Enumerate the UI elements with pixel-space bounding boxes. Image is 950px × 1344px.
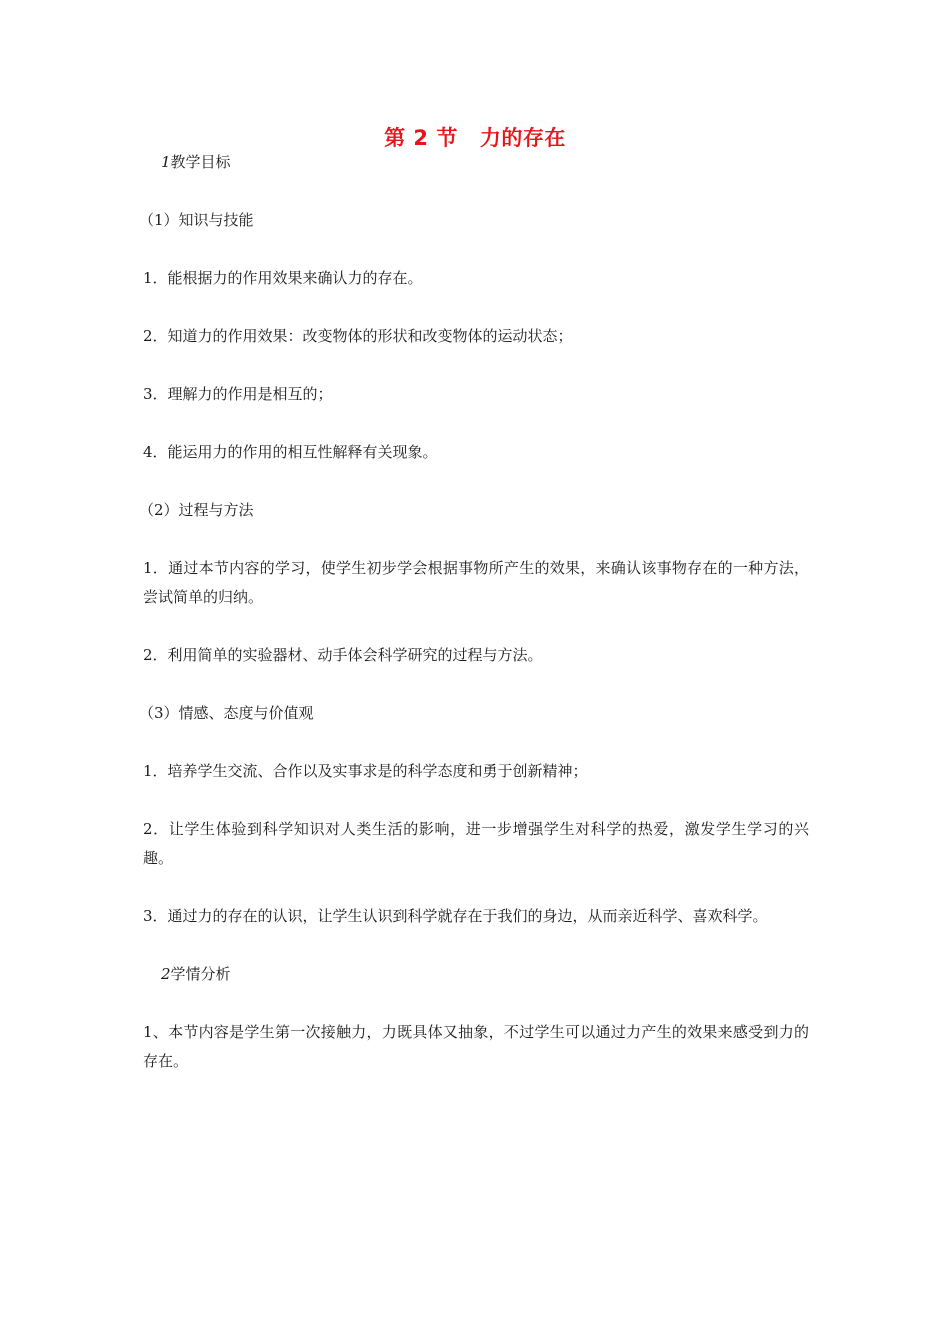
list-item: 3．理解力的作用是相互的；	[143, 385, 333, 403]
list-item: 4．能运用力的作用的相互性解释有关现象。	[143, 443, 438, 461]
section-number: 1	[161, 153, 171, 171]
section-heading-objectives	[161, 148, 809, 177]
document-body	[139, 148, 809, 1105]
subsection-emotion-values: （3）情感、态度与价值观	[139, 704, 314, 722]
list-item: 1、本节内容是学生第一次接触力，力既具体又抽象，不过学生可以通过力产生的效果来感受到力的存在。	[143, 1023, 809, 1070]
section-heading-analysis	[161, 960, 809, 989]
list-item: 1．培养学生交流、合作以及实事求是的科学态度和勇于创新精神；	[143, 762, 588, 780]
list-item: 2．知道力的作用效果：改变物体的形状和改变物体的运动状态；	[143, 327, 573, 345]
list-item: 3．通过力的存在的认识，让学生认识到科学就存在于我们的身边，从而亲近科学、喜欢科学。	[143, 907, 768, 925]
list-item: 1．能根据力的作用效果来确认力的存在。	[143, 269, 423, 287]
list-item: 2．利用简单的实验器材、动手体会科学研究的过程与方法。	[143, 646, 543, 664]
section-label: 学情分析	[170, 965, 231, 983]
list-item: 1．通过本节内容的学习，使学生初步学会根据事物所产生的效果，来确认该事物存在的一种方法，尝试简单的归纳。	[143, 559, 809, 606]
title-prefix: 第 2 节	[384, 126, 458, 150]
list-item: 2．让学生体验到科学知识对人类生活的影响，进一步增强学生对科学的热爱，激发学生学习的兴趣。	[143, 820, 809, 867]
subsection-knowledge-skills: （1）知识与技能	[139, 211, 254, 229]
section-number: 2	[161, 965, 171, 983]
section-label: 教学目标	[170, 153, 231, 171]
subsection-process-methods: （2）过程与方法	[139, 501, 254, 519]
title-main: 力的存在	[479, 126, 566, 150]
